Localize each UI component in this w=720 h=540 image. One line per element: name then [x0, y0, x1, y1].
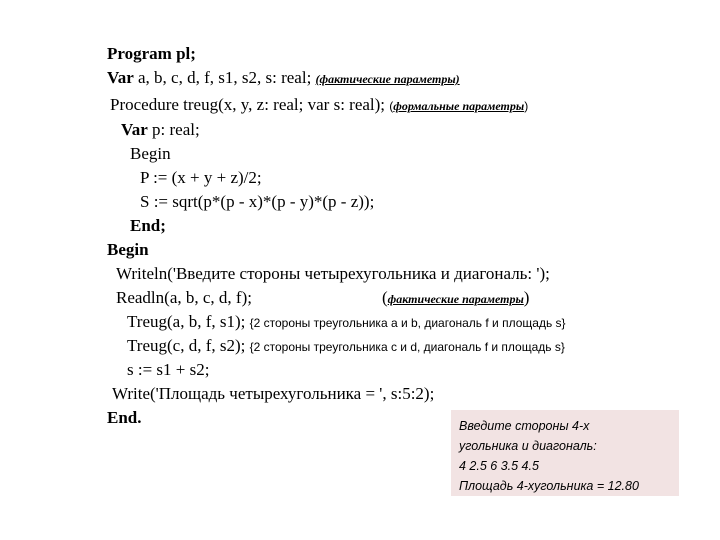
- var-declaration: a, b, c, d, f, s1, s2, s: real;: [133, 68, 316, 87]
- code-line-begin-main: Begin: [107, 240, 149, 259]
- console-line: 4 2.5 6 3.5 4.5: [459, 459, 539, 473]
- console-line: Введите стороны 4-х: [459, 419, 590, 433]
- keyword-var: Var: [107, 68, 134, 87]
- code-line-treug-1: [127, 312, 566, 333]
- treug-comment: {2 стороны треугольника c и d, диагональ f и площадь s}: [249, 340, 565, 354]
- actual-params-note: фактические параметры: [387, 292, 524, 306]
- console-line: угольника и диагональ:: [459, 439, 597, 453]
- program-name: pl;: [171, 44, 196, 63]
- console-line: Площадь 4-хугольника = 12.80: [459, 479, 639, 493]
- keyword-var: Var: [121, 120, 148, 139]
- note-paren-open: (: [389, 99, 394, 113]
- code-line-var-global: [107, 68, 460, 89]
- treug-call: Treug(a, b, f, s1);: [127, 312, 250, 331]
- code-line-p-assign: P := (x + y + z)/2;: [140, 168, 262, 187]
- code-line-end-main: End.: [107, 408, 142, 427]
- code-line-program: [107, 44, 196, 64]
- procedure-header: Procedure treug(x, y, z: real; var s: real);: [110, 95, 390, 114]
- code-line-treug-2: [127, 336, 565, 357]
- code-line-begin-proc: Begin: [130, 144, 171, 163]
- treug-call: Treug(c, d, f, s2);: [127, 336, 250, 355]
- code-line-end-proc: End;: [130, 216, 166, 235]
- code-line-var-local: [121, 120, 200, 140]
- note-paren-close: ): [524, 99, 529, 113]
- keyword-program: Program: [107, 44, 172, 63]
- note-paren-open: (: [382, 288, 388, 307]
- note-paren-close: ): [523, 288, 530, 307]
- readln-call: Readln(a, b, c, d, f);: [116, 288, 252, 307]
- code-line-write: Write('Площадь четырехугольника = ', s:5:2);: [112, 384, 435, 403]
- code-line-sum: s := s1 + s2;: [127, 360, 210, 379]
- formal-params-note: формальные параметры: [393, 99, 525, 113]
- console-output: [451, 410, 679, 496]
- local-var-declaration: p: real;: [147, 120, 200, 139]
- code-line-procedure: [110, 95, 528, 116]
- actual-params-note: (фактические параметры): [315, 72, 460, 86]
- code-line-writeln: Writeln('Введите стороны четырехугольника и диагональ: ');: [116, 264, 550, 283]
- code-line-s-assign: S := sqrt(p*(p - x)*(p - y)*(p - z));: [140, 192, 375, 211]
- readln-note: [382, 288, 529, 309]
- treug-comment: {2 стороны треугольника a и b, диагональ f и площадь s}: [249, 316, 566, 330]
- code-line-readln: [116, 288, 252, 308]
